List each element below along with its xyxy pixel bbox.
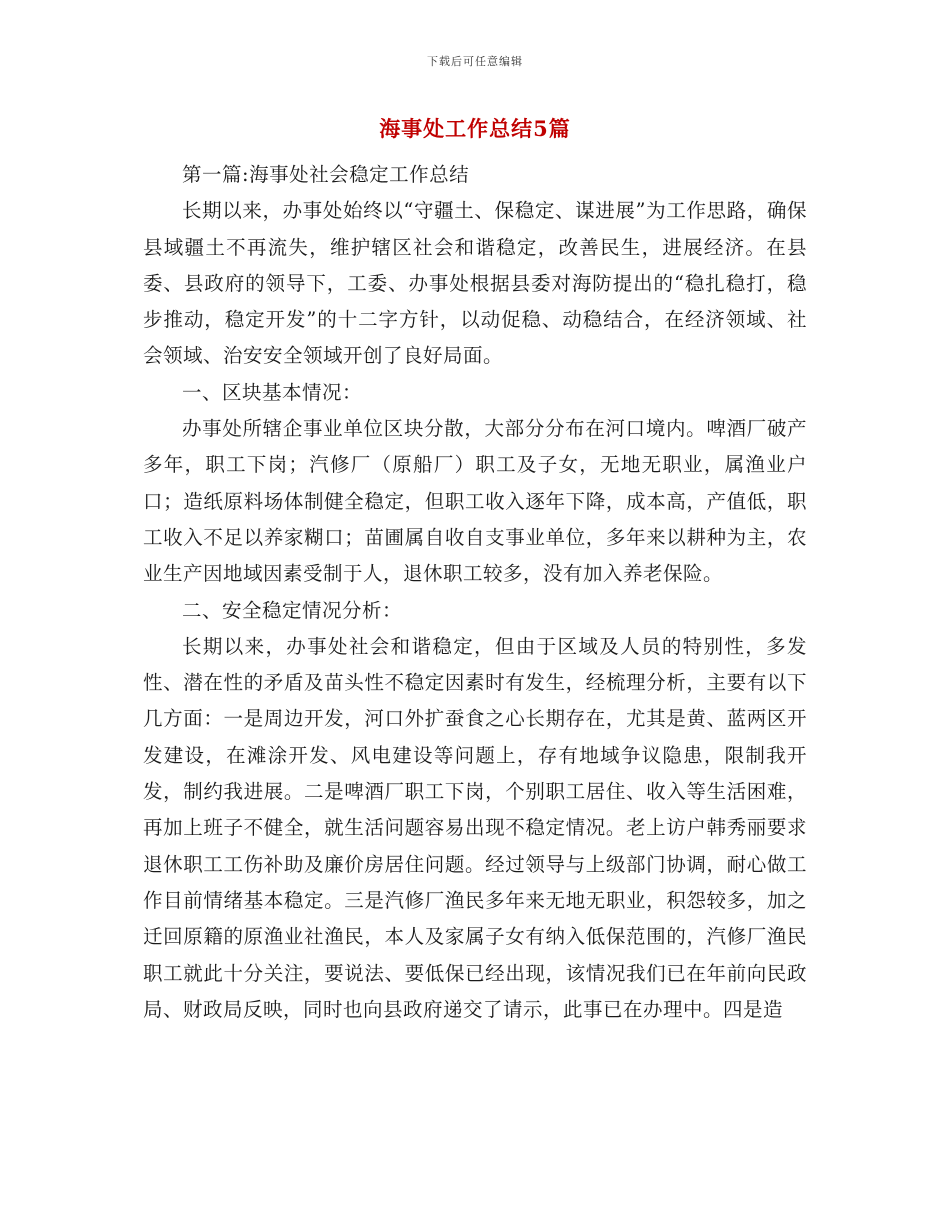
section-heading-part-one: 第一篇:海事处社会稳定工作总结 bbox=[182, 163, 470, 186]
section-heading-stability-analysis: 二、安全稳定情况分析： bbox=[182, 598, 403, 622]
paragraph-basic-situation: 办事处所辖企事业单位区块分散，大部分分布在河口境内。啤酒厂破产多年，职工下岗；汽修厂（原船厂）职工及子女，无地无职业，属渔业户口；造纸原料场体制健全稳定，但职工收入逐年下降，成本高，产值低，职工收入不足以养家糊口；苗圃属自收自支事业单位，多年来以耕种为主，农业生产因地域因素受制于人，退休职工较多，没有加入养老保险。 bbox=[143, 417, 807, 586]
page-header-note: 下载后可任意编辑 bbox=[427, 55, 523, 68]
document-body bbox=[143, 157, 807, 1028]
document-title: 海事处工作总结5篇 bbox=[379, 116, 571, 141]
section-heading-basic-situation: 一、区块基本情况： bbox=[182, 380, 363, 404]
paragraph-intro: 长期以来，办事处始终以“守疆土、保稳定、谋进展”为工作思路，确保县域疆土不再流失，维护辖区社会和谐稳定，改善民生，进展经济。在县委、县政府的领导下，工委、办事处根据县委对海防提出的“稳扎稳打，稳步推动，稳定开发”的十二字方针，以动促稳、动稳结合，在经济领域、社会领域、治安安全领域开创了良好局面。 bbox=[143, 199, 807, 368]
paragraph-stability-analysis: 长期以来，办事处社会和谐稳定，但由于区域及人员的特别性，多发性、潜在性的矛盾及苗头性不稳定因素时有发生，经梳理分析，主要有以下几方面：一是周边开发，河口外扩蚕食之心长期存在，尤其是黄、蓝两区开发建设，在滩涂开发、风电建设等问题上，存有地域争议隐患，限制我开发，制约我进展。二是啤酒厂职工下岗，个别职工居住、收入等生活困难，再加上班子不健全，就生活问题容易出现不稳定情况。老上访户韩秀丽要求退休职工工伤补助及廉价房居住问题。经过领导与上级部门协调，耐心做工作目前情绪基本稳定。三是汽修厂渔民多年来无地无职业，积怨较多，加之迁回原籍的原渔业社渔民，本人及家属子女有纳入低保范围的，汽修厂渔民职工就此十分关注，要说法、要低保已经出现，该情况我们已在年前向民政局、财政局反映，同时也向县政府递交了请示，此事已在办理中。四是造 bbox=[143, 634, 807, 1021]
